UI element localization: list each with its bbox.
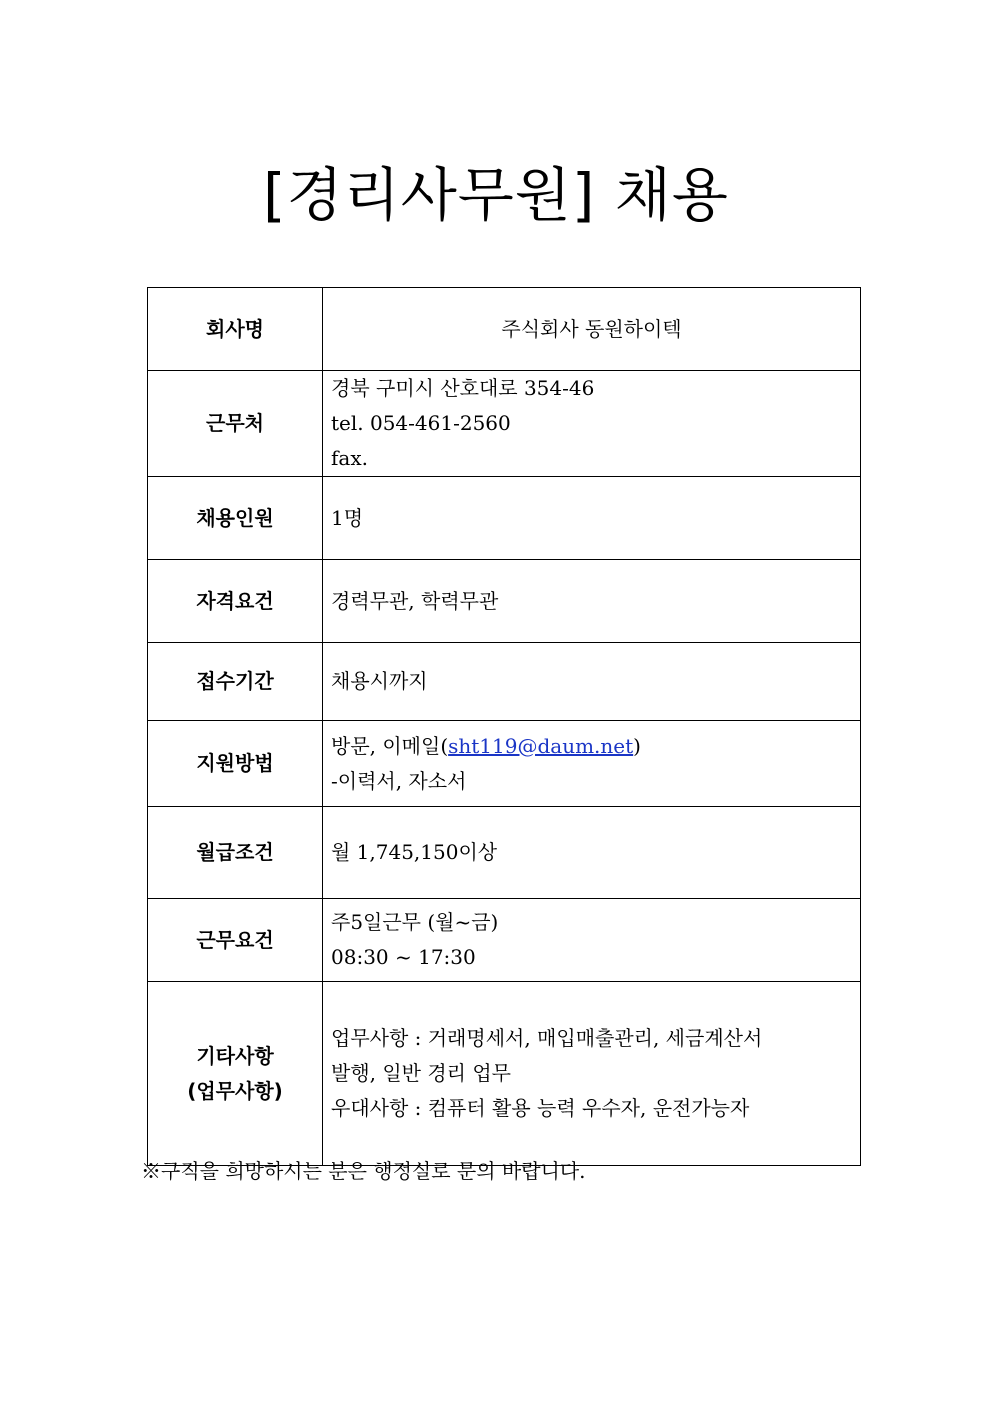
hours-label: 근무요건 [148, 899, 323, 982]
hours-time: 08:30 ~ 17:30 [331, 945, 476, 969]
table-row [148, 560, 861, 643]
other-label [148, 982, 323, 1166]
page-title: [경리사무원] 채용 [263, 161, 729, 229]
apply-value [323, 721, 861, 807]
headcount-value: 1명 [323, 477, 861, 560]
hours-value [323, 899, 861, 982]
footnote: ※구직을 희망하시는 분은 행정실로 문의 바랍니다. [141, 1159, 586, 1183]
table-row [148, 477, 861, 560]
table-row [148, 982, 861, 1166]
table-row [148, 721, 861, 807]
qualification-value: 경력무관, 학력무관 [323, 560, 861, 643]
benefit-line: 우대사항 : 컴퓨터 활용 능력 우수자, 운전가능자 [331, 1096, 750, 1120]
period-value: 채용시까지 [323, 643, 861, 721]
hours-days: 주5일근무 (월~금) [331, 910, 499, 934]
period-label: 접수기간 [148, 643, 323, 721]
workplace-address: 경북 구미시 산호대로 354-46 [331, 376, 595, 400]
table-row [148, 807, 861, 899]
workplace-tel: tel. 054-461-2560 [331, 411, 511, 435]
table-row [148, 643, 861, 721]
headcount-label: 채용인원 [148, 477, 323, 560]
email-link[interactable]: sht119@daum.net [448, 733, 634, 758]
other-value [323, 982, 861, 1166]
workplace-value [323, 371, 861, 477]
qualification-label: 자격요건 [148, 560, 323, 643]
apply-label: 지원방법 [148, 721, 323, 807]
company-label: 회사명 [148, 288, 323, 371]
apply-method-line [331, 729, 860, 764]
apply-docs: -이력서, 자소서 [331, 768, 467, 793]
apply-prefix: 방문, 이메일( [331, 733, 449, 758]
other-label-line2: (업무사항) [187, 1078, 283, 1103]
salary-value: 월 1,745,150이상 [323, 807, 861, 899]
workplace-fax: fax. [331, 446, 368, 470]
table-row [148, 288, 861, 371]
salary-label: 월급조건 [148, 807, 323, 899]
apply-suffix: ) [633, 733, 641, 758]
duty-line1: 업무사항 : 거래명세서, 매입매출관리, 세금계산서 [331, 1026, 763, 1050]
company-value: 주식회사 동원하이텍 [323, 288, 861, 371]
table-row [148, 371, 861, 477]
duty-line2: 발행, 일반 경리 업무 [331, 1061, 511, 1085]
other-label-line1: 기타사항 [196, 1043, 274, 1068]
workplace-label: 근무처 [148, 371, 323, 477]
table-row [148, 899, 861, 982]
job-posting-table [147, 287, 861, 1166]
